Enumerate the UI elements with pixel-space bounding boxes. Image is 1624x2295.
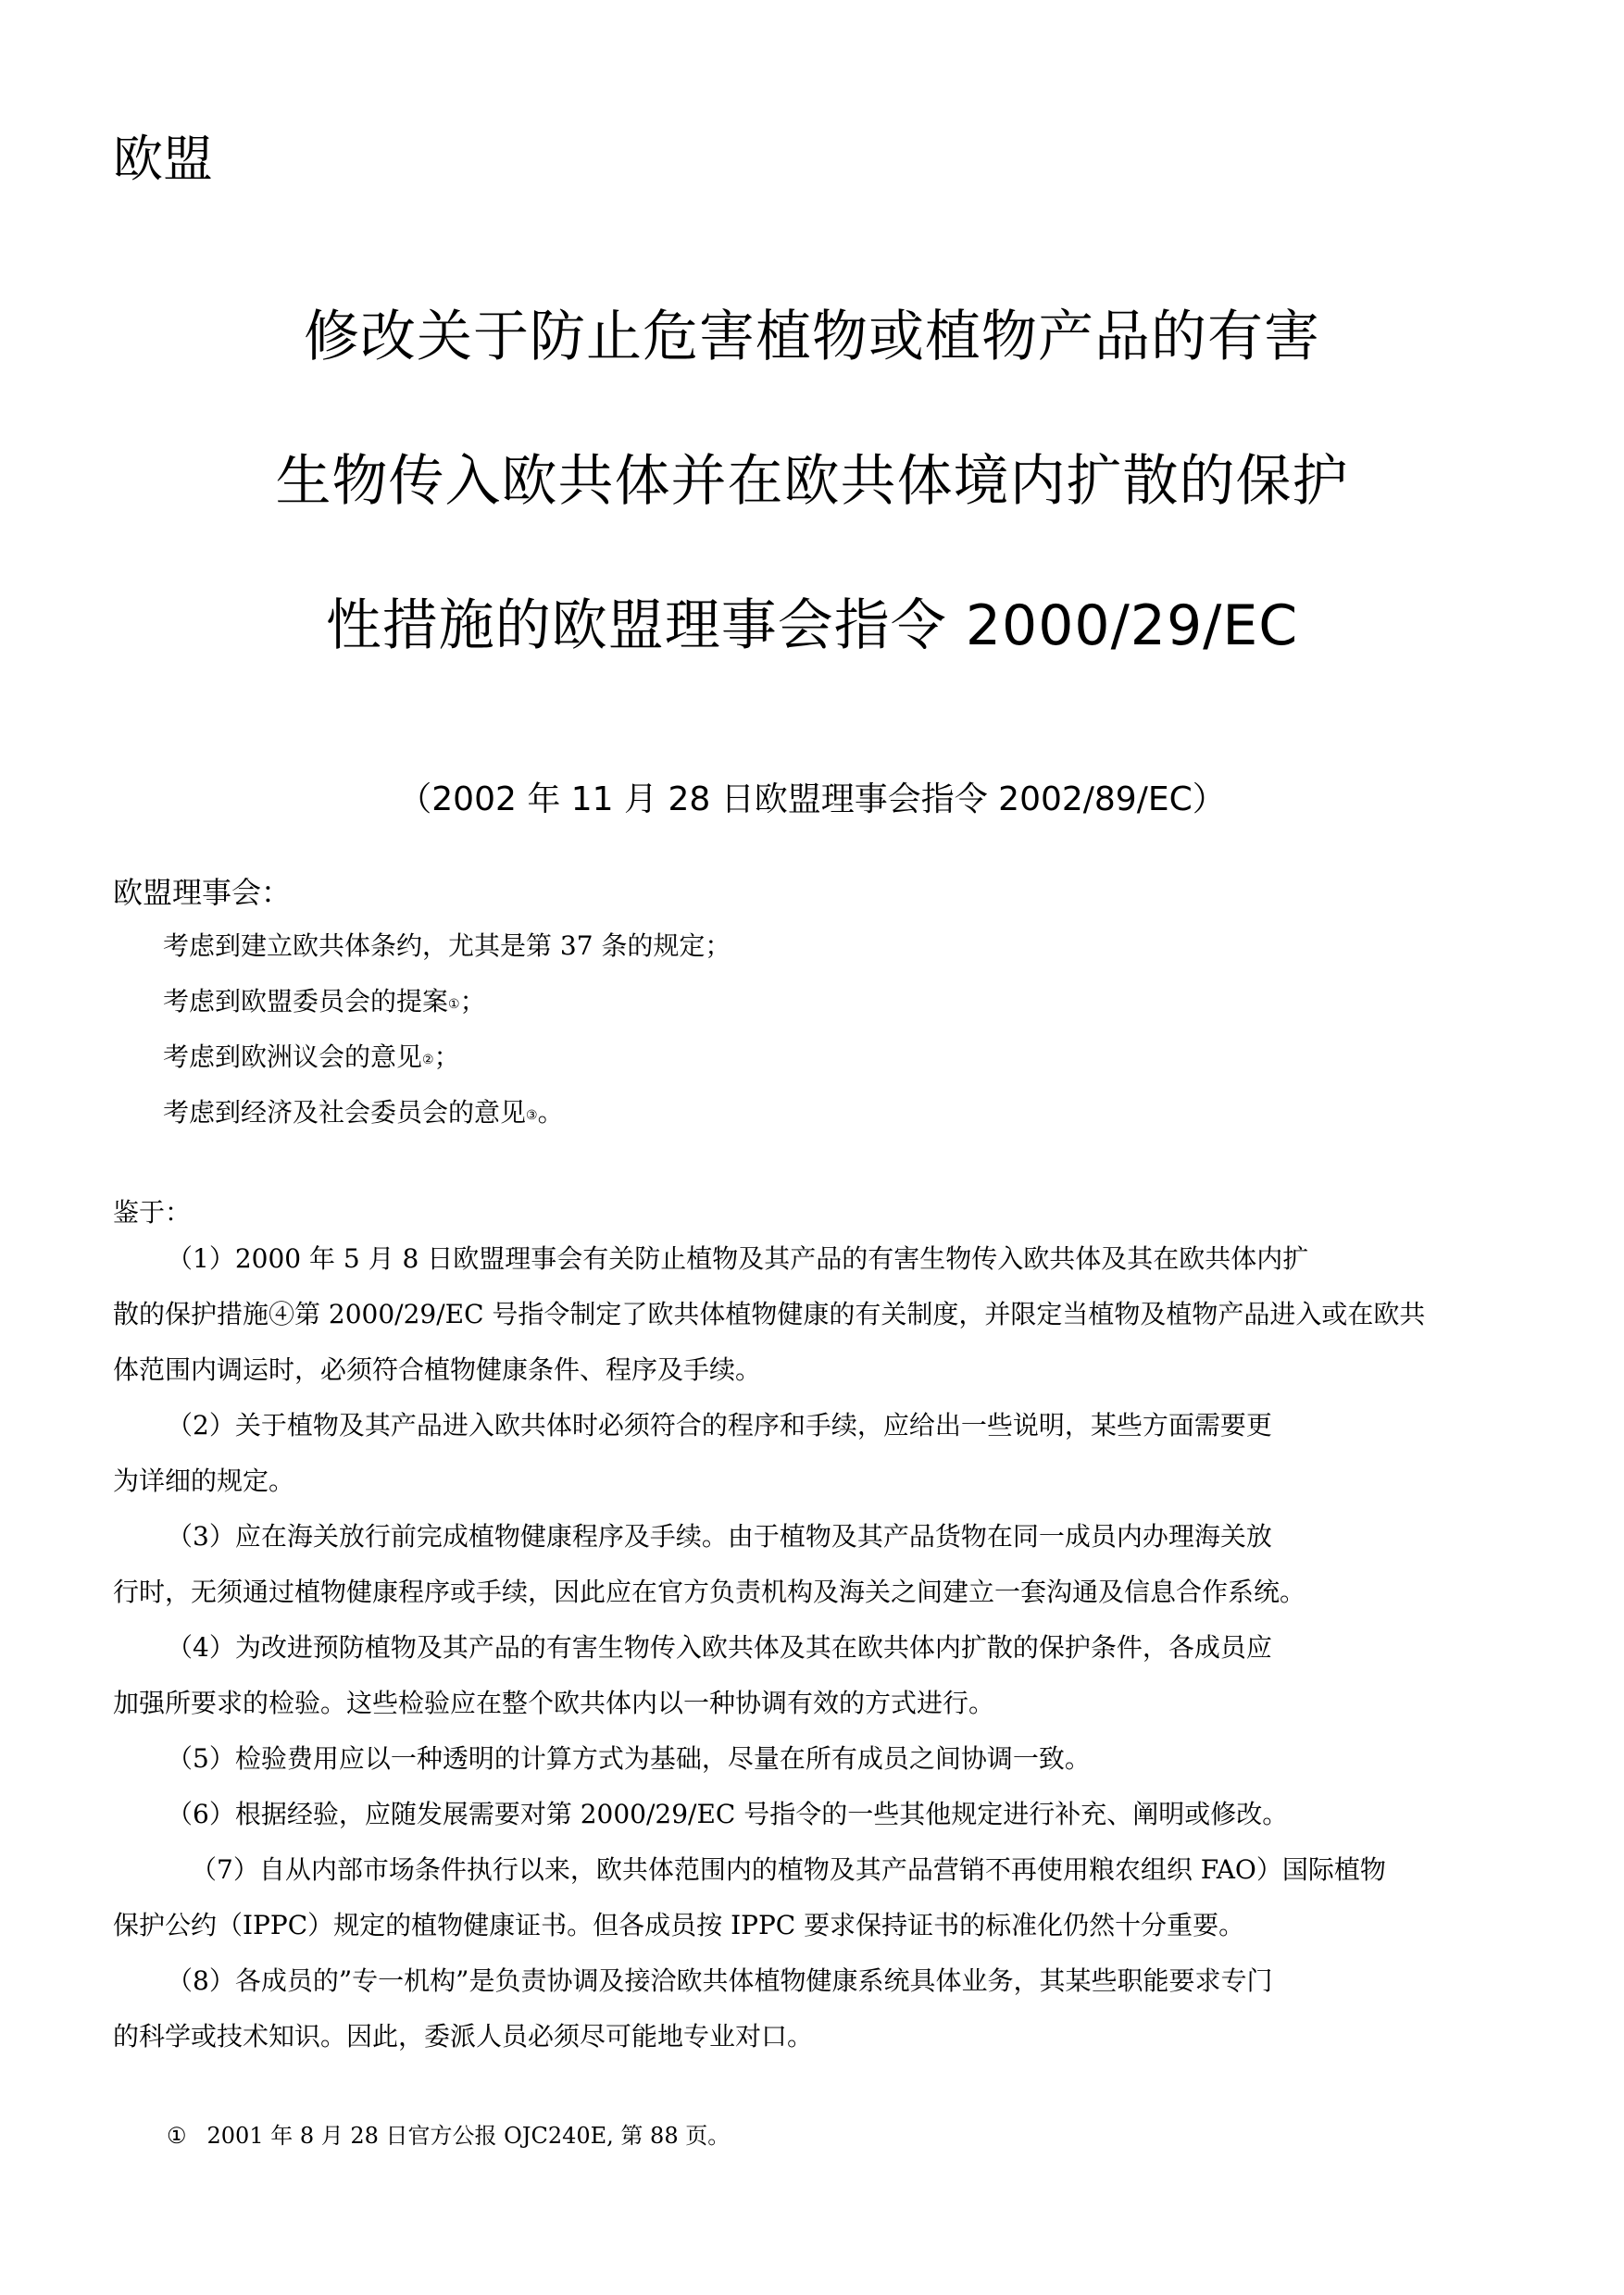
consideration-text: 考虑到建立欧共体条约，尤其是第 37 条的规定；: [163, 930, 731, 961]
organization-label: 欧盟: [113, 130, 213, 188]
consideration-punctuation: ；: [459, 986, 486, 1017]
footnote-reference: ②: [422, 1053, 434, 1067]
preamble-heading: 欧盟理事会：: [113, 875, 292, 910]
recital-line: 散的保护措施④第 2000/29/EC 号指令制定了欧共体植物健康的有关制度，并限定当植物及植物产品进入或在欧共: [113, 1299, 1426, 1329]
recital-line: 保护公约（IPPC）规定的植物健康证书。但各成员按 IPPC 要求保持证书的标准化仍然十分重要。: [113, 1910, 1245, 1940]
consideration-text: 考虑到经济及社会委员会的意见: [163, 1097, 527, 1128]
footnote-text: 2001 年 8 月 28 日官方公报 OJC240E, 第 88 页。: [206, 2123, 731, 2149]
recital-line: （2）关于植物及其产品进入欧共体时必须符合的程序和手续，应给出一些说明，某些方面需要更: [167, 1410, 1272, 1441]
consideration-item: [163, 1041, 460, 1077]
footnote: [167, 2121, 730, 2151]
recital-line: 的科学或技术知识。因此，委派人员必须尽可能地专业对口。: [113, 2021, 814, 2052]
consideration-text: 考虑到欧洲议会的意见: [163, 1041, 423, 1072]
footnote-reference: ③: [526, 1108, 538, 1123]
recital-line: 行时，无须通过植物健康程序或手续，因此应在官方负责机构及海关之间建立一套沟通及信息合作系统。: [113, 1577, 1306, 1607]
consideration-item: [163, 985, 486, 1021]
footnote-reference: ①: [448, 997, 460, 1012]
title-line-3: 性措施的欧盟理事会指令 2000/29/EC: [325, 593, 1299, 658]
consideration-item: [163, 929, 731, 963]
consideration-punctuation: ；: [433, 1041, 460, 1072]
recital-line: 加强所要求的检验。这些检验应在整个欧共体内以一种协调有效的方式进行。: [113, 1688, 995, 1718]
document-subtitle: （2002 年 11 月 28 日欧盟理事会指令 2002/89/EC）: [398, 780, 1226, 818]
recital-line: 体范围内调运时，必须符合植物健康条件、程序及手续。: [113, 1354, 762, 1385]
consideration-text: 考虑到欧盟委员会的提案: [163, 986, 449, 1017]
recital-line: （5）检验费用应以一种透明的计算方式为基础，尽量在所有成员之间协调一致。: [167, 1743, 1091, 1774]
whereas-heading: 鉴于：: [113, 1197, 192, 1228]
recital-line: 为详细的规定。: [113, 1466, 295, 1496]
recital-line: （8）各成员的”专一机构”是负责协调及接洽欧共体植物健康系统具体业务，其某些职能要求专门: [167, 1965, 1273, 1996]
recital-line: （4）为改进预防植物及其产品的有害生物传入欧共体及其在欧共体内扩散的保护条件，各成员应: [167, 1632, 1272, 1663]
recital-line: （6）根据经验，应随发展需要对第 2000/29/EC 号指令的一些其他规定进行补充、阐明或修改。: [167, 1799, 1289, 1829]
recital-line: （7）自从内部市场条件执行以来，欧共体范围内的植物及其产品营销不再使用粮农组织 FAO）国际植物: [191, 1854, 1386, 1885]
consideration-item: [163, 1096, 564, 1132]
recital-line: （3）应在海关放行前完成植物健康程序及手续。由于植物及其产品货物在同一成员内办理海关放: [167, 1521, 1272, 1552]
consideration-punctuation: 。: [537, 1097, 564, 1128]
footnote-mark: ①: [167, 2123, 187, 2149]
title-line-2: 生物传入欧共体并在欧共体境内扩散的保护: [275, 449, 1349, 514]
title-line-1: 修改关于防止危害植物或植物产品的有害: [304, 305, 1320, 369]
recital-line: （1）2000 年 5 月 8 日欧盟理事会有关防止植物及其产品的有害生物传入欧共体及其在欧共体内扩: [167, 1243, 1309, 1274]
